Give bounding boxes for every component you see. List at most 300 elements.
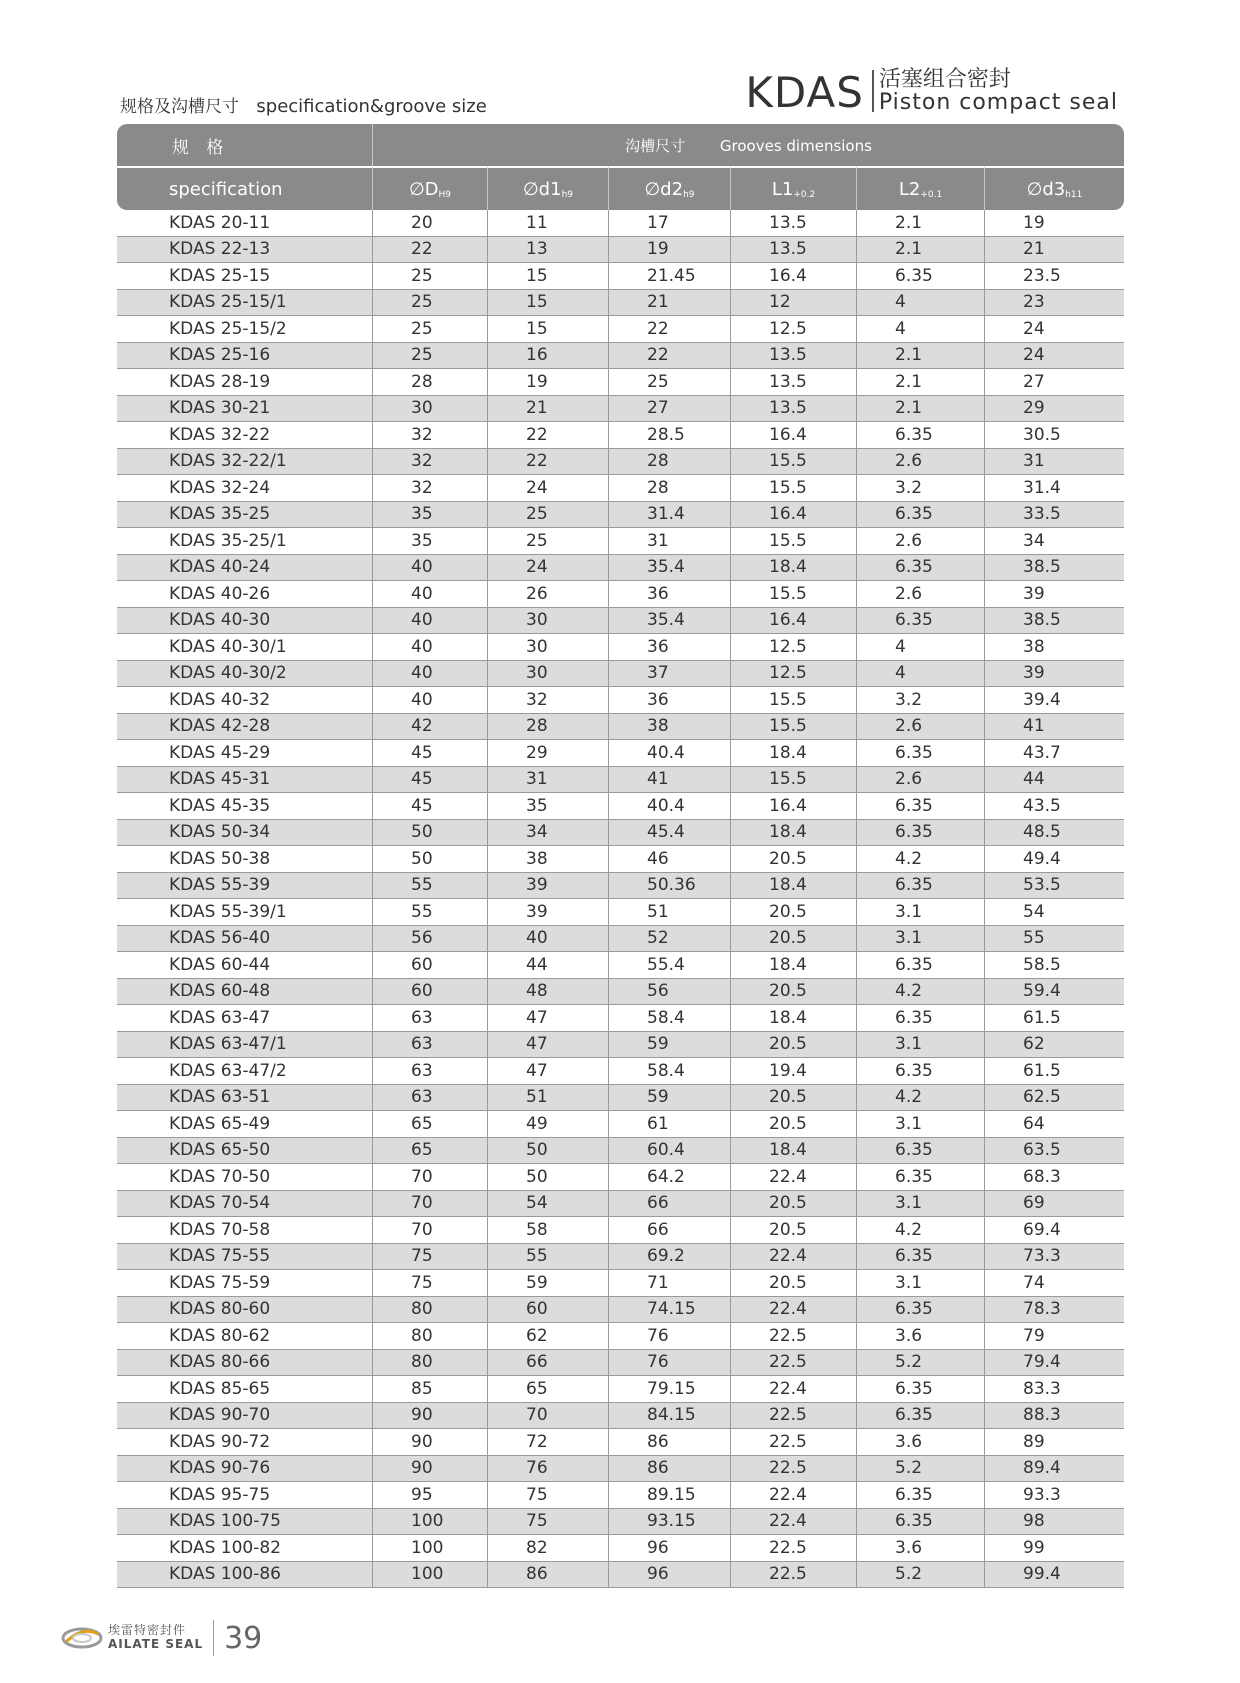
spec-cell: KDAS 25-16 <box>117 343 372 370</box>
dimension-cell: 6.35 <box>856 1403 984 1430</box>
dimension-cell: 72 <box>487 1429 608 1456</box>
dimension-cell: 40.4 <box>608 793 730 820</box>
dimension-cell: 18.4 <box>730 873 856 900</box>
dimension-cell: 39 <box>487 899 608 926</box>
dimension-cell: 15.5 <box>730 714 856 741</box>
table-row <box>117 846 1124 873</box>
dimension-cell: 20.5 <box>730 1032 856 1059</box>
table-row <box>117 422 1124 449</box>
dimension-cell: 22.5 <box>730 1323 856 1350</box>
dimension-cell: 55.4 <box>608 952 730 979</box>
spec-cell: KDAS 75-55 <box>117 1244 372 1271</box>
dimension-cell: 22.5 <box>730 1562 856 1589</box>
dimension-cell: 70 <box>487 1403 608 1430</box>
dimension-cell: 61.5 <box>984 1058 1124 1085</box>
brand-name-cn: 埃雷特密封件 <box>108 1623 187 1638</box>
dimension-cell: 52 <box>608 926 730 953</box>
dimension-cell: 6.35 <box>856 873 984 900</box>
spec-cell: KDAS 95-75 <box>117 1482 372 1509</box>
table-row <box>117 1005 1124 1032</box>
dimension-cell: 15 <box>487 290 608 317</box>
dimension-cell: 63 <box>372 1005 487 1032</box>
dimension-cell: 35.4 <box>608 555 730 582</box>
dimension-cell: 75 <box>372 1270 487 1297</box>
dimension-cell: 96 <box>608 1562 730 1589</box>
table-row <box>117 343 1124 370</box>
dimension-cell: 25 <box>372 290 487 317</box>
dimension-cell: 15.5 <box>730 449 856 476</box>
dimension-cell: 60 <box>487 1297 608 1324</box>
dimension-cell: 82 <box>487 1535 608 1562</box>
dimension-cell: 63.5 <box>984 1138 1124 1165</box>
dimension-cell: 75 <box>487 1482 608 1509</box>
table-row <box>117 369 1124 396</box>
dimension-cell: 6.35 <box>856 740 984 767</box>
dimension-cell: 22.4 <box>730 1164 856 1191</box>
product-title-stack <box>879 68 1118 114</box>
dimension-cell: 64 <box>984 1111 1124 1138</box>
dimension-cell: 55 <box>984 926 1124 953</box>
dimension-cell: 13.5 <box>730 343 856 370</box>
dimension-cell: 79 <box>984 1323 1124 1350</box>
table-row <box>117 1429 1124 1456</box>
dimension-cell: 32 <box>372 422 487 449</box>
dimension-cell: 58.5 <box>984 952 1124 979</box>
column-header <box>856 166 984 210</box>
column-header-sub: h9 <box>561 189 573 200</box>
spec-cell: KDAS 80-66 <box>117 1350 372 1377</box>
dimension-cell: 22 <box>487 449 608 476</box>
dimension-cell: 2.1 <box>856 210 984 237</box>
dimension-cell: 2.6 <box>856 767 984 794</box>
dimension-cell: 17 <box>608 210 730 237</box>
dimension-cell: 2.6 <box>856 581 984 608</box>
dimension-cell: 6.35 <box>856 952 984 979</box>
dimension-cell: 24 <box>487 475 608 502</box>
dimension-cell: 93.15 <box>608 1509 730 1536</box>
dimension-cell: 34 <box>487 820 608 847</box>
dimension-cell: 66 <box>487 1350 608 1377</box>
spec-cell: KDAS 70-58 <box>117 1217 372 1244</box>
page-footer <box>60 1620 262 1656</box>
dimension-cell: 43.7 <box>984 740 1124 767</box>
section-heading-en: specification&groove size <box>256 96 487 117</box>
dimension-cell: 31 <box>984 449 1124 476</box>
dimension-cell: 54 <box>984 899 1124 926</box>
dimension-cell: 74 <box>984 1270 1124 1297</box>
dimension-cell: 13.5 <box>730 396 856 423</box>
column-header-sub: h11 <box>1065 189 1083 200</box>
dimension-cell: 21 <box>984 237 1124 264</box>
table-row <box>117 1085 1124 1112</box>
dimension-cell: 6.35 <box>856 1244 984 1271</box>
dimension-cell: 93.3 <box>984 1482 1124 1509</box>
column-header-sub: h9 <box>683 189 695 200</box>
column-header <box>487 166 608 210</box>
spec-cell: KDAS 55-39/1 <box>117 899 372 926</box>
dimension-cell: 41 <box>984 714 1124 741</box>
dimension-cell: 39 <box>984 661 1124 688</box>
table-row <box>117 740 1124 767</box>
dimension-cell: 2.6 <box>856 714 984 741</box>
dimension-cell: 85 <box>372 1376 487 1403</box>
dimension-cell: 20.5 <box>730 1270 856 1297</box>
dimension-cell: 22.4 <box>730 1297 856 1324</box>
dimension-cell: 21.45 <box>608 263 730 290</box>
table-row <box>117 1058 1124 1085</box>
footer-divider <box>213 1620 214 1656</box>
dimension-cell: 48 <box>487 979 608 1006</box>
product-title-en: Piston compact seal <box>878 90 1118 116</box>
dimension-cell: 50 <box>487 1138 608 1165</box>
table-row <box>117 979 1124 1006</box>
dimension-cell: 22.5 <box>730 1429 856 1456</box>
dimension-cell: 49 <box>487 1111 608 1138</box>
dimension-cell: 50 <box>372 820 487 847</box>
dimension-cell: 15 <box>487 263 608 290</box>
dimension-cell: 16.4 <box>730 608 856 635</box>
table-row <box>117 714 1124 741</box>
dimension-cell: 18.4 <box>730 952 856 979</box>
dimension-cell: 32 <box>372 475 487 502</box>
dimension-cell: 39 <box>984 581 1124 608</box>
dimension-cell: 59 <box>608 1032 730 1059</box>
dimension-cell: 80 <box>372 1323 487 1350</box>
spec-cell: KDAS 65-50 <box>117 1138 372 1165</box>
spec-cell: KDAS 63-47/1 <box>117 1032 372 1059</box>
dimension-cell: 89 <box>984 1429 1124 1456</box>
grooves-header-cn: 沟槽尺寸 <box>625 136 686 155</box>
dimension-cell: 65 <box>487 1376 608 1403</box>
spec-cell: KDAS 60-44 <box>117 952 372 979</box>
dimension-cell: 90 <box>372 1429 487 1456</box>
spec-cell: KDAS 45-29 <box>117 740 372 767</box>
table-row <box>117 1032 1124 1059</box>
dimension-cell: 47 <box>487 1032 608 1059</box>
table-row <box>117 608 1124 635</box>
dimension-cell: 2.1 <box>856 396 984 423</box>
dimension-cell: 40.4 <box>608 740 730 767</box>
table-row <box>117 1217 1124 1244</box>
table-row <box>117 449 1124 476</box>
dimension-cell: 40 <box>487 926 608 953</box>
dimension-cell: 3.1 <box>856 899 984 926</box>
spec-cell: KDAS 70-50 <box>117 1164 372 1191</box>
spec-cell: KDAS 85-65 <box>117 1376 372 1403</box>
dimension-cell: 25 <box>487 502 608 529</box>
dimension-cell: 33.5 <box>984 502 1124 529</box>
dimension-cell: 40 <box>372 581 487 608</box>
dimension-cell: 20 <box>372 210 487 237</box>
dimension-cell: 70 <box>372 1217 487 1244</box>
spec-cell: KDAS 65-49 <box>117 1111 372 1138</box>
spec-cell: KDAS 25-15/2 <box>117 316 372 343</box>
column-header-main: ∅d3 <box>1026 178 1066 200</box>
dimension-cell: 68.3 <box>984 1164 1124 1191</box>
spec-cell: KDAS 25-15 <box>117 263 372 290</box>
table-row <box>117 290 1124 317</box>
spec-cell: KDAS 100-75 <box>117 1509 372 1536</box>
dimension-cell: 3.1 <box>856 1032 984 1059</box>
dimension-cell: 22.4 <box>730 1482 856 1509</box>
dimension-cell: 18.4 <box>730 740 856 767</box>
spec-cell: KDAS 80-62 <box>117 1323 372 1350</box>
dimension-cell: 36 <box>608 634 730 661</box>
dimension-cell: 12.5 <box>730 316 856 343</box>
dimension-cell: 76 <box>487 1456 608 1483</box>
dimension-cell: 28 <box>372 369 487 396</box>
dimension-cell: 59.4 <box>984 979 1124 1006</box>
dimension-cell: 69 <box>984 1191 1124 1218</box>
table-row <box>117 263 1124 290</box>
spec-cell: KDAS 25-15/1 <box>117 290 372 317</box>
spec-cell: KDAS 45-35 <box>117 793 372 820</box>
table-row <box>117 634 1124 661</box>
dimension-cell: 6.35 <box>856 1297 984 1324</box>
grooves-header-en: Grooves dimensions <box>719 136 872 155</box>
dimension-cell: 15.5 <box>730 581 856 608</box>
dimension-cell: 22 <box>487 422 608 449</box>
spec-cell: KDAS 32-22/1 <box>117 449 372 476</box>
table-row <box>117 820 1124 847</box>
dimension-cell: 99.4 <box>984 1562 1124 1589</box>
dimension-cell: 63 <box>372 1032 487 1059</box>
dimension-cell: 98 <box>984 1509 1124 1536</box>
dimension-cell: 90 <box>372 1456 487 1483</box>
dimension-cell: 3.1 <box>856 1111 984 1138</box>
spec-cell: KDAS 45-31 <box>117 767 372 794</box>
dimension-cell: 79.15 <box>608 1376 730 1403</box>
table-row <box>117 1111 1124 1138</box>
dimension-cell: 45 <box>372 793 487 820</box>
spec-cell: KDAS 75-59 <box>117 1270 372 1297</box>
dimension-cell: 35.4 <box>608 608 730 635</box>
dimension-cell: 39 <box>487 873 608 900</box>
dimension-cell: 6.35 <box>856 1164 984 1191</box>
dimension-cell: 15.5 <box>730 475 856 502</box>
spec-cell: KDAS 50-38 <box>117 846 372 873</box>
dimension-cell: 22 <box>372 237 487 264</box>
column-header-main: ∅d1 <box>523 178 562 200</box>
dimension-cell: 3.6 <box>856 1323 984 1350</box>
dimension-cell: 65 <box>372 1138 487 1165</box>
spec-cell: KDAS 80-60 <box>117 1297 372 1324</box>
dimension-cell: 19 <box>984 210 1124 237</box>
dimension-cell: 15.5 <box>730 687 856 714</box>
column-header-sub: H9 <box>438 189 452 200</box>
dimension-cell: 28.5 <box>608 422 730 449</box>
dimension-cell: 25 <box>372 343 487 370</box>
dimension-cell: 51 <box>608 899 730 926</box>
dimension-cell: 4.2 <box>856 1217 984 1244</box>
dimension-cell: 20.5 <box>730 1191 856 1218</box>
dimension-cell: 38.5 <box>984 555 1124 582</box>
dimension-cell: 56 <box>372 926 487 953</box>
dimension-cell: 62 <box>487 1323 608 1350</box>
table-row <box>117 1403 1124 1430</box>
dimension-cell: 41 <box>608 767 730 794</box>
table-row <box>117 1138 1124 1165</box>
dimension-cell: 30 <box>372 396 487 423</box>
column-header <box>608 166 730 210</box>
dimension-cell: 27 <box>608 396 730 423</box>
dimension-cell: 49.4 <box>984 846 1124 873</box>
dimension-cell: 40 <box>372 608 487 635</box>
dimension-cell: 74.15 <box>608 1297 730 1324</box>
dimension-cell: 89.15 <box>608 1482 730 1509</box>
dimension-cell: 88.3 <box>984 1403 1124 1430</box>
dimension-cell: 4 <box>856 661 984 688</box>
spec-cell: KDAS 28-19 <box>117 369 372 396</box>
dimension-cell: 55 <box>372 873 487 900</box>
dimension-cell: 4.2 <box>856 846 984 873</box>
section-heading-cn: 规格及沟槽尺寸 <box>120 97 239 117</box>
dimension-cell: 50 <box>372 846 487 873</box>
brand-name <box>108 1624 203 1652</box>
dimension-cell: 31 <box>608 528 730 555</box>
dimension-cell: 64.2 <box>608 1164 730 1191</box>
spec-cell: KDAS 32-22 <box>117 422 372 449</box>
dimension-cell: 22.5 <box>730 1456 856 1483</box>
dimension-cell: 20.5 <box>730 926 856 953</box>
dimension-cell: 40 <box>372 555 487 582</box>
dimension-cell: 3.1 <box>856 1270 984 1297</box>
product-title <box>745 67 1118 118</box>
dimension-cell: 5.2 <box>856 1562 984 1589</box>
dimension-cell: 21 <box>487 396 608 423</box>
dimension-cell: 73.3 <box>984 1244 1124 1271</box>
table-row <box>117 1270 1124 1297</box>
spec-cell: KDAS 90-72 <box>117 1429 372 1456</box>
column-header-sub: +0.2 <box>793 189 816 200</box>
spec-cell: KDAS 35-25 <box>117 502 372 529</box>
dimension-cell: 6.35 <box>856 1005 984 1032</box>
spec-cell: KDAS 20-11 <box>117 210 372 237</box>
column-header-main: ∅D <box>408 178 439 200</box>
dimension-cell: 90 <box>372 1403 487 1430</box>
spec-cell: KDAS 22-13 <box>117 237 372 264</box>
dimension-cell: 20.5 <box>730 1085 856 1112</box>
table-row <box>117 316 1124 343</box>
dimension-cell: 45 <box>372 767 487 794</box>
dimension-cell: 3.6 <box>856 1429 984 1456</box>
dimension-cell: 60 <box>372 979 487 1006</box>
title-divider <box>872 70 874 112</box>
table-row <box>117 1456 1124 1483</box>
table-row <box>117 237 1124 264</box>
page-number: 39 <box>224 1620 263 1656</box>
table-row <box>117 873 1124 900</box>
dimension-cell: 22 <box>608 316 730 343</box>
dimension-cell: 26 <box>487 581 608 608</box>
table-row <box>117 1376 1124 1403</box>
spec-cell: KDAS 40-24 <box>117 555 372 582</box>
dimension-cell: 19 <box>487 369 608 396</box>
dimension-cell: 79.4 <box>984 1350 1124 1377</box>
dimension-cell: 3.2 <box>856 687 984 714</box>
dimension-cell: 6.35 <box>856 820 984 847</box>
dimension-cell: 38.5 <box>984 608 1124 635</box>
dimension-cell: 76 <box>608 1350 730 1377</box>
dimension-cell: 95 <box>372 1482 487 1509</box>
dimension-cell: 6.35 <box>856 1058 984 1085</box>
dimension-cell: 12.5 <box>730 661 856 688</box>
dimension-cell: 6.35 <box>856 1509 984 1536</box>
dimension-cell: 2.6 <box>856 449 984 476</box>
dimension-cell: 28 <box>608 449 730 476</box>
dimension-cell: 16 <box>487 343 608 370</box>
dimension-cell: 19.4 <box>730 1058 856 1085</box>
dimension-cell: 71 <box>608 1270 730 1297</box>
dimension-cell: 16.4 <box>730 502 856 529</box>
dimension-cell: 32 <box>372 449 487 476</box>
dimension-cell: 5.2 <box>856 1456 984 1483</box>
dimension-cell: 29 <box>984 396 1124 423</box>
table-row <box>117 1191 1124 1218</box>
dimension-cell: 3.2 <box>856 475 984 502</box>
dimension-cell: 83.3 <box>984 1376 1124 1403</box>
dimension-cell: 58.4 <box>608 1005 730 1032</box>
dimension-cell: 6.35 <box>856 793 984 820</box>
dimension-cell: 18.4 <box>730 820 856 847</box>
spec-header-cn: 规 格 <box>117 124 372 166</box>
dimension-cell: 12.5 <box>730 634 856 661</box>
dimension-cell: 15.5 <box>730 767 856 794</box>
dimension-cell: 47 <box>487 1058 608 1085</box>
dimension-cell: 22.4 <box>730 1244 856 1271</box>
spec-cell: KDAS 100-82 <box>117 1535 372 1562</box>
dimension-cell: 28 <box>487 714 608 741</box>
dimension-cell: 13.5 <box>730 369 856 396</box>
table-row <box>117 899 1124 926</box>
dimension-cell: 13.5 <box>730 237 856 264</box>
table-row <box>117 1509 1124 1536</box>
dimension-cell: 18.4 <box>730 555 856 582</box>
dimension-cell: 54 <box>487 1191 608 1218</box>
dimension-cell: 39.4 <box>984 687 1124 714</box>
table-row <box>117 502 1124 529</box>
dimension-cell: 25 <box>372 316 487 343</box>
spec-cell: KDAS 32-24 <box>117 475 372 502</box>
dimension-cell: 76 <box>608 1323 730 1350</box>
spec-header-en: specification <box>117 166 372 210</box>
dimension-cell: 63 <box>372 1058 487 1085</box>
dimension-cell: 86 <box>608 1456 730 1483</box>
table-row <box>117 952 1124 979</box>
dimension-cell: 50.36 <box>608 873 730 900</box>
dimension-cell: 5.2 <box>856 1350 984 1377</box>
dimension-cell: 40 <box>372 687 487 714</box>
dimension-cell: 23 <box>984 290 1124 317</box>
spec-cell: KDAS 70-54 <box>117 1191 372 1218</box>
dimension-cell: 20.5 <box>730 1111 856 1138</box>
dimension-cell: 15 <box>487 316 608 343</box>
dimension-cell: 69.2 <box>608 1244 730 1271</box>
dimension-cell: 42 <box>372 714 487 741</box>
dimension-cell: 6.35 <box>856 263 984 290</box>
dimension-cell: 30 <box>487 661 608 688</box>
dimension-cell: 2.1 <box>856 237 984 264</box>
column-header <box>984 166 1124 210</box>
dimension-cell: 22.5 <box>730 1350 856 1377</box>
dimension-cell: 25 <box>372 263 487 290</box>
spec-cell: KDAS 40-32 <box>117 687 372 714</box>
table-row <box>117 396 1124 423</box>
table-row <box>117 581 1124 608</box>
spec-cell: KDAS 63-51 <box>117 1085 372 1112</box>
spec-cell: KDAS 56-40 <box>117 926 372 953</box>
column-header-main: L2 <box>898 178 921 200</box>
